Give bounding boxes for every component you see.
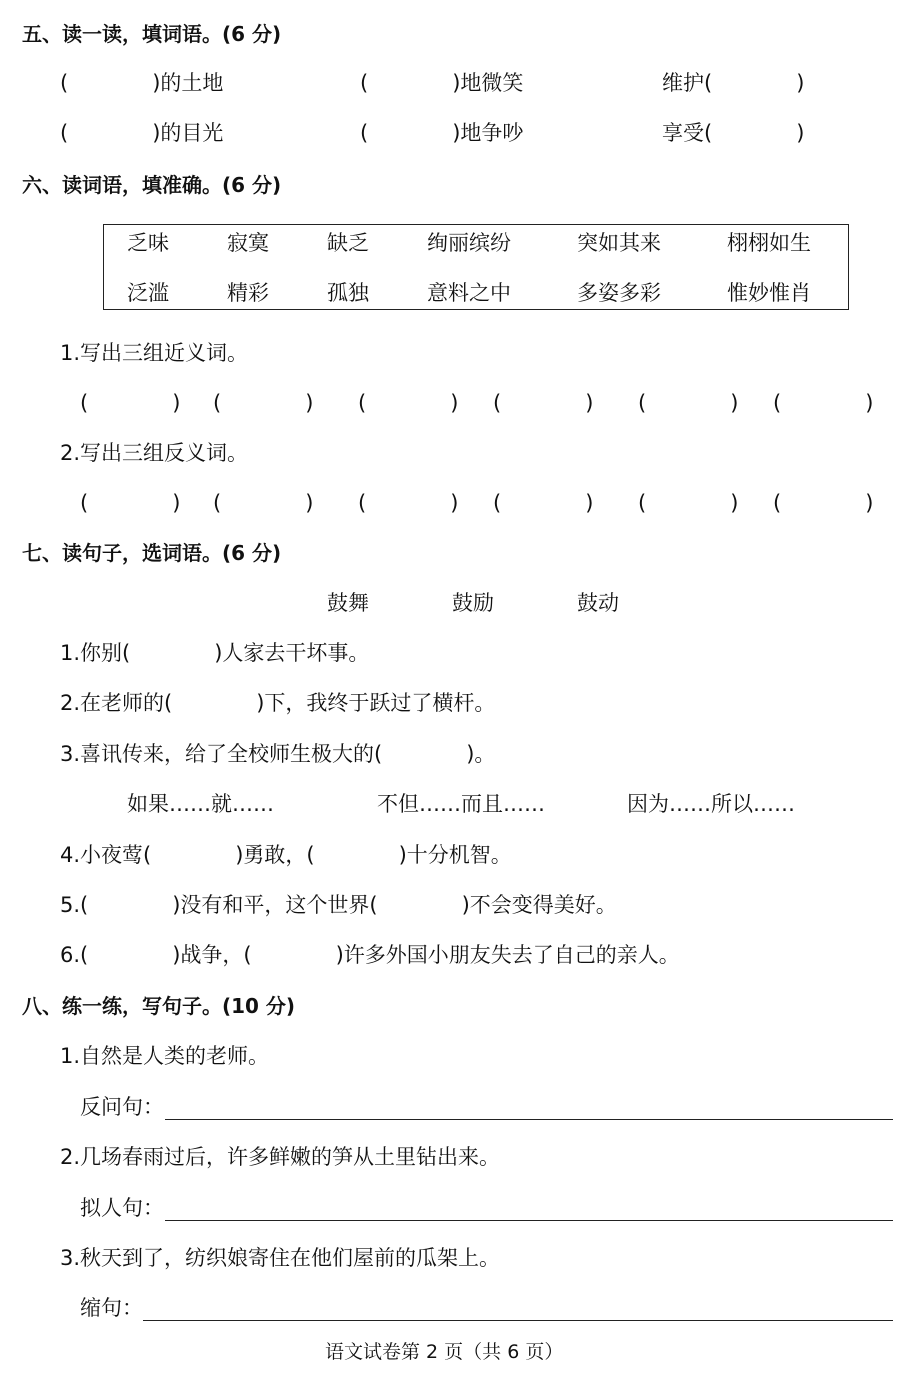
answer-blank[interactable]: ( ) — [80, 391, 181, 415]
s8-question-2: 2.几场春雨过后，许多鲜嫩的笋从土里钻出来。 — [60, 1145, 501, 1169]
choice-connective: 不但……而且…… — [377, 792, 545, 816]
s5-item-6: 享受( ) — [662, 121, 805, 145]
page-footer: 语文试卷第 2 页（共 6 页） — [325, 1341, 564, 1363]
word-bank-item: 栩栩如生 — [727, 231, 811, 255]
s8-question-1: 1.自然是人类的老师。 — [60, 1044, 270, 1068]
s5-item-1: ( )的土地 — [60, 71, 224, 95]
word-bank-item: 乏味 — [127, 231, 169, 255]
word-bank-item: 孤独 — [327, 281, 369, 305]
choice-word: 鼓动 — [577, 591, 619, 615]
s6-question-2: 2.写出三组反义词。 — [60, 441, 249, 465]
word-bank-item: 缺乏 — [327, 231, 369, 255]
s6-question-1: 1.写出三组近义词。 — [60, 341, 249, 365]
word-bank-item: 惟妙惟肖 — [727, 281, 811, 305]
choice-connective: 因为……所以…… — [627, 792, 795, 816]
answer-blank[interactable]: ( ) — [80, 491, 181, 515]
answer-blank[interactable]: ( ) — [773, 491, 874, 515]
answer-line[interactable] — [165, 1119, 893, 1120]
answer-blank[interactable]: ( ) — [493, 491, 594, 515]
section-7-heading: 七、读句子，选词语。(6 分) — [22, 541, 282, 565]
answer-blank[interactable]: ( ) — [773, 391, 874, 415]
answer-line[interactable] — [143, 1320, 893, 1321]
answer-label: 拟人句： — [80, 1196, 164, 1220]
section-6-heading: 六、读词语，填准确。(6 分) — [22, 173, 282, 197]
word-bank-item: 多姿多彩 — [577, 281, 661, 305]
section-5-heading: 五、读一读，填词语。(6 分) — [22, 22, 282, 46]
s7-question-4: 4.小夜莺( )勇敢，( )十分机智。 — [60, 843, 512, 867]
answer-blank[interactable]: ( ) — [358, 491, 459, 515]
word-bank-item: 精彩 — [227, 281, 269, 305]
word-bank-item: 泛滥 — [127, 281, 169, 305]
s5-item-2: ( )地微笑 — [360, 71, 524, 95]
word-bank-item: 意料之中 — [427, 281, 511, 305]
answer-blank[interactable]: ( ) — [213, 391, 314, 415]
s8-question-3: 3.秋天到了，纺织娘寄住在他们屋前的瓜架上。 — [60, 1246, 501, 1270]
choice-word: 鼓舞 — [327, 591, 369, 615]
s7-question-3: 3.喜讯传来，给了全校师生极大的( )。 — [60, 742, 496, 766]
answer-blank[interactable]: ( ) — [493, 391, 594, 415]
answer-label: 反问句： — [80, 1095, 164, 1119]
answer-blank[interactable]: ( ) — [358, 391, 459, 415]
s7-question-5: 5.( )没有和平，这个世界( )不会变得美好。 — [60, 893, 617, 917]
s7-question-2: 2.在老师的( )下，我终于跃过了横杆。 — [60, 691, 496, 715]
s5-item-4: ( )的目光 — [60, 121, 224, 145]
word-bank-item: 寂寞 — [227, 231, 269, 255]
word-bank-item: 绚丽缤纷 — [427, 231, 511, 255]
s5-item-3: 维护( ) — [662, 71, 805, 95]
answer-label: 缩句： — [80, 1296, 143, 1320]
s7-question-1: 1.你别( )人家去干坏事。 — [60, 641, 370, 665]
word-bank-item: 突如其来 — [577, 231, 661, 255]
s5-item-5: ( )地争吵 — [360, 121, 524, 145]
choice-connective: 如果……就…… — [127, 792, 274, 816]
answer-blank[interactable]: ( ) — [638, 391, 739, 415]
answer-blank[interactable]: ( ) — [213, 491, 314, 515]
answer-blank[interactable]: ( ) — [638, 491, 739, 515]
answer-line[interactable] — [165, 1220, 893, 1221]
section-8-heading: 八、练一练，写句子。(10 分) — [22, 994, 296, 1018]
choice-word: 鼓励 — [452, 591, 494, 615]
s7-question-6: 6.( )战争，( )许多外国小朋友失去了自己的亲人。 — [60, 943, 680, 967]
